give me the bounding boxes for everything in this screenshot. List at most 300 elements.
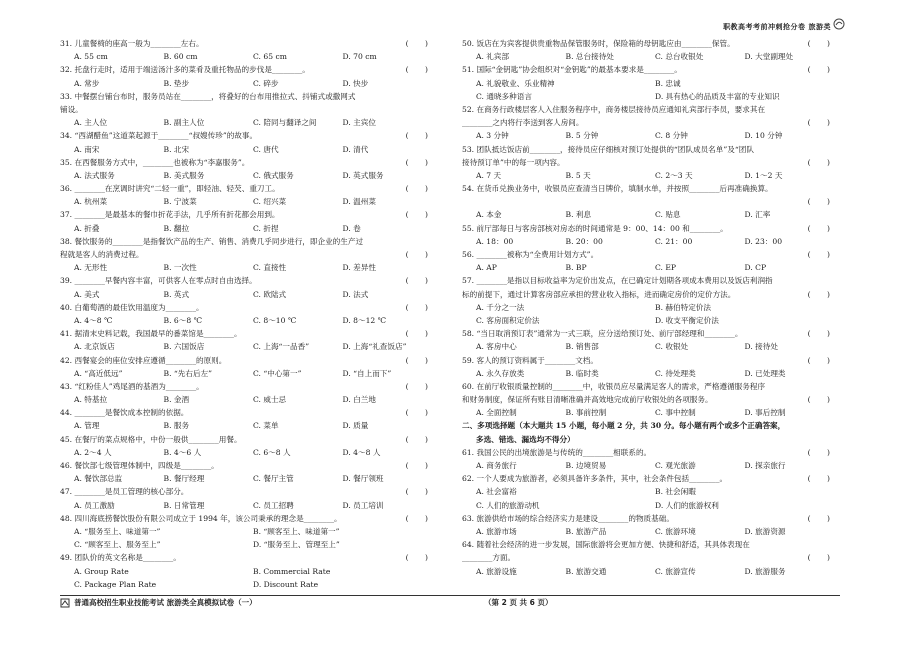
option-item: B. 5 天 xyxy=(565,170,591,180)
option-item: C. EP xyxy=(655,263,677,273)
question-line xyxy=(462,472,834,485)
option-item: B. 服务 xyxy=(163,421,190,431)
option-item: B. 六国饭店 xyxy=(163,342,205,352)
question-text: 47. ________是员工管理的核心部分。 xyxy=(60,487,189,497)
option-item: B. 6～8 ℃ xyxy=(163,315,203,325)
option-item: A. 2～4 人 xyxy=(74,447,112,457)
answer-blank: ( ) xyxy=(807,39,830,48)
question-text: 铺设。 xyxy=(60,104,83,114)
question-line xyxy=(462,512,834,525)
question-text: 52. 在商务行政楼层客人入住服务程序中，商务楼层接待员应通知礼宾部行李员，要求其在 xyxy=(462,104,766,114)
option-item: A. 管理 xyxy=(74,421,100,431)
option-item: A. 北京饭店 xyxy=(74,342,115,352)
option-item: D. 餐厅领班 xyxy=(342,474,384,484)
option-item: C. 待处理类 xyxy=(655,368,696,378)
option-item: D. 70 cm xyxy=(342,52,377,62)
question-text: 39. ________早餐内容丰富，可供客人在零点时自由选择。 xyxy=(60,276,257,286)
options-row xyxy=(462,208,834,221)
question-line xyxy=(462,551,834,564)
option-item: D. 差异性 xyxy=(342,263,376,273)
option-item: C. 事中控制 xyxy=(655,408,696,418)
option-item: C. 观光旅游 xyxy=(655,461,696,470)
answer-blank: ( ) xyxy=(807,355,830,365)
option-item: D. 白兰地 xyxy=(342,395,376,405)
answer-blank: ( ) xyxy=(405,381,428,391)
option-item: A. 礼宾部 xyxy=(476,52,510,62)
option-item: C. 人们的旅游动机 xyxy=(476,500,540,510)
answer-blank: ( ) xyxy=(807,65,830,75)
question-text: 程就是客人的消费过程。 xyxy=(60,250,144,259)
answer-blank: ( ) xyxy=(807,118,830,128)
answer-blank: ( ) xyxy=(405,276,428,286)
question-text: 43. “红粉佳人”鸡尾酒的基酒为________。 xyxy=(60,381,204,391)
answer-blank: ( ) xyxy=(405,39,428,48)
question-line xyxy=(60,380,432,393)
option-item: B. 总台接待处 xyxy=(565,52,614,62)
answer-blank: ( ) xyxy=(807,395,830,405)
option-item: C. 6～8 人 xyxy=(253,447,291,457)
option-item: B. 垫步 xyxy=(163,78,190,88)
option-item: D. 已处理类 xyxy=(744,368,786,378)
option-item: B. 忠诚 xyxy=(655,78,681,88)
question-line xyxy=(60,459,432,472)
option-item: A. 4～8 ℃ xyxy=(74,315,113,325)
option-item: B. 5 分钟 xyxy=(565,131,599,141)
option-item: B. 边境贸易 xyxy=(565,461,607,470)
option-item: D. 上海“礼查饭店” xyxy=(342,342,407,352)
option-item: A. 杭州菜 xyxy=(74,197,108,207)
question-text: 56. ________被称为“全费用计划方式”。 xyxy=(462,250,599,259)
option-item: A. 旅游市场 xyxy=(476,526,517,536)
right-column xyxy=(462,37,834,578)
answer-blank: ( ) xyxy=(807,157,830,167)
options-row xyxy=(60,367,432,380)
question-text: 和财务制度，保证所有账目清晰准确并高效地完成前厅收银处的各项服务。 xyxy=(462,395,713,405)
option-item: B. 社会闲暇 xyxy=(655,487,696,497)
question-line xyxy=(60,327,432,340)
option-item: D. 快步 xyxy=(342,78,369,88)
option-item: D. 法式 xyxy=(342,289,369,299)
option-item: A. 折叠 xyxy=(74,223,100,233)
options-row xyxy=(60,393,432,406)
question-line xyxy=(462,182,834,195)
answer-blank: ( ) xyxy=(405,210,428,220)
answer-blank: ( ) xyxy=(807,447,830,457)
option-item: D. 汇率 xyxy=(744,210,771,220)
option-item: B. 宁波菜 xyxy=(163,197,197,207)
question-line xyxy=(462,156,834,169)
option-item: C. 直接性 xyxy=(253,263,287,273)
question-text: 41. 据清末史料记载，我国最早的番菜馆是________。 xyxy=(60,329,242,339)
options-row xyxy=(462,367,834,380)
answer-blank: ( ) xyxy=(405,553,428,563)
option-item: C. 总台收银处 xyxy=(655,52,704,62)
question-line xyxy=(60,63,432,76)
option-item: A. 本金 xyxy=(476,210,502,220)
option-item: A. 商务旅行 xyxy=(476,461,517,470)
question-text: 62. 一个人要成为旅游者，必须具备许多条件，其中，社会条件包括________。 xyxy=(462,474,728,484)
question-text: 60. 在前厅收银质量控制的________中，收银员应尽量满足客人的需求，严格遵循服务程序 xyxy=(462,381,766,391)
question-text: 49. 团队价的英文名称是________。 xyxy=(60,553,181,563)
option-item: C. 2～3 天 xyxy=(655,170,693,180)
options-row xyxy=(60,288,432,301)
answer-blank: ( ) xyxy=(405,434,428,444)
options-row xyxy=(60,472,432,485)
question-text: 58. “当日取消预订表”通常为一式三联，应分送给预订处、前厅部经理和________。 xyxy=(462,329,743,339)
question-text: 53. 团队抵达饭店前________，接待员应仔细核对预订处提供的“团队成员名单”及“团队 xyxy=(462,144,754,154)
option-item: C. 客房面积定价法 xyxy=(476,315,540,325)
question-line xyxy=(462,274,834,287)
answer-blank: ( ) xyxy=(405,157,428,167)
option-item: A. 永久存放类 xyxy=(476,368,525,378)
option-item: B. 赫伯特定价法 xyxy=(655,302,711,312)
option-item: C. 65 cm xyxy=(253,52,287,62)
brand-logo-icon xyxy=(833,18,845,30)
question-line xyxy=(60,248,432,261)
question-text: 48. 四川海底捞餐饮股份有限公司成立于 1994 年，该公司秉承的理念是________。 xyxy=(60,513,342,523)
section-heading xyxy=(462,419,834,432)
question-text: 59. 客人的预订资料属于________文档。 xyxy=(462,355,598,365)
option-item: B. 翻拉 xyxy=(163,223,190,233)
options-row xyxy=(60,340,432,353)
options-row xyxy=(60,195,432,208)
question-line xyxy=(60,433,432,446)
option-item: C. 通晓多种语言 xyxy=(476,91,532,101)
option-item: C. 菜单 xyxy=(253,421,279,431)
options-row xyxy=(60,222,432,235)
options-row xyxy=(462,169,834,182)
question-line xyxy=(462,248,834,261)
option-item: B. 事前控制 xyxy=(565,408,607,418)
option-item: B. 北宋 xyxy=(163,144,190,154)
option-item: B. 一次性 xyxy=(163,263,197,273)
option-item: C. 上海“一品香” xyxy=(253,342,310,352)
option-item: C. 折捏 xyxy=(253,223,279,233)
question-line xyxy=(462,63,834,76)
question-line xyxy=(60,235,432,248)
question-text: 44. ________是餐饮成本控制的依据。 xyxy=(60,408,189,418)
options-row xyxy=(462,301,834,314)
question-text: 42. 西餐宴会的座位安排应遵循________的原则。 xyxy=(60,355,227,365)
question-text: 34. “西湖醋鱼”这道菜起源于________“叔嫂传珍”的故事。 xyxy=(60,131,258,141)
option-item: D. “服务至上、管理至上” xyxy=(253,540,340,550)
option-item: D. 4～8 人 xyxy=(342,447,381,457)
answer-blank: ( ) xyxy=(807,474,830,484)
section-heading-text: 二、多项选择题（本大题共 15 小题，每小题 2 分，共 30 分。每小题有两个或多个正确答案， xyxy=(462,421,786,431)
question-text: 63. 旅游供给市场的综合经济实力是建设________的物质基础。 xyxy=(462,513,674,523)
options-row xyxy=(60,143,432,156)
option-item: C. 陪同与翻译之间 xyxy=(253,118,317,128)
answer-blank: ( ) xyxy=(405,408,428,418)
options-row xyxy=(462,235,834,248)
option-item: B. 临时类 xyxy=(565,368,599,378)
options-row xyxy=(462,90,834,103)
question-line xyxy=(462,116,834,129)
option-item: C. 唐代 xyxy=(253,144,279,154)
section-heading-text: 多选、错选、漏选均不得分） xyxy=(476,434,575,444)
question-line xyxy=(60,551,432,564)
question-text: 46. 餐饮部七级管理体制中，四级是________。 xyxy=(60,461,219,470)
option-item: D. Discount Rate xyxy=(253,579,319,589)
option-item: D. 8～12 ℃ xyxy=(342,315,387,325)
option-item: A. 55 cm xyxy=(74,52,108,62)
exam-title: 普通高校招生职业技能考试 旅游类全真模拟试卷（一） xyxy=(74,598,257,607)
question-line xyxy=(60,512,432,525)
option-item: C. 绍兴菜 xyxy=(253,197,287,207)
options-row xyxy=(462,565,834,578)
option-item: D. CP xyxy=(744,263,767,273)
option-item: B. “顾客至上、味道第一” xyxy=(253,526,340,536)
question-line xyxy=(60,274,432,287)
option-item: A. 法式服务 xyxy=(74,170,115,180)
options-row xyxy=(60,578,432,591)
section-heading xyxy=(462,433,834,446)
option-item: B. 4～6 人 xyxy=(163,447,202,457)
option-item: D. 质量 xyxy=(342,421,369,431)
option-item: A. 旅游设施 xyxy=(476,566,517,576)
option-item: C. 欧陆式 xyxy=(253,289,287,299)
question-text: 38. 餐饮服务的________是指餐饮产品的生产、销售、消费几乎同步进行，即企业的生产过 xyxy=(60,236,364,246)
option-item: B. 副主人位 xyxy=(163,118,205,128)
question-line xyxy=(60,156,432,169)
option-item: D. 人们的旅游权利 xyxy=(655,500,719,510)
option-item: A. Group Rate xyxy=(74,566,129,576)
options-row xyxy=(462,406,834,419)
option-item: D. 员工培训 xyxy=(342,500,384,510)
options-row xyxy=(462,261,834,274)
option-item: A. 主人位 xyxy=(74,118,108,128)
options-row xyxy=(60,77,432,90)
option-item: B. 20：00 xyxy=(565,236,603,246)
options-row xyxy=(60,116,432,129)
option-item: A. 无形性 xyxy=(74,263,108,273)
options-row xyxy=(462,525,834,538)
option-item: B. 旅游产品 xyxy=(565,526,607,536)
options-row xyxy=(60,314,432,327)
answer-blank: ( ) xyxy=(405,184,428,194)
option-item: D. 旅游资源 xyxy=(744,526,786,536)
question-line xyxy=(60,208,432,221)
option-item: B. 金酒 xyxy=(163,395,190,405)
option-item: C. 8 分钟 xyxy=(655,131,688,141)
question-text: 51. 国际“金钥匙”协会组织对“金钥匙”的最基本要求是________。 xyxy=(462,65,682,75)
question-line xyxy=(462,446,834,459)
option-item: D. “自上而下” xyxy=(342,368,392,378)
question-line xyxy=(462,195,834,208)
option-item: B. 旅游交通 xyxy=(565,566,607,576)
option-item: B. 餐厅经理 xyxy=(163,474,205,484)
answer-blank: ( ) xyxy=(405,461,428,470)
question-text: 57. ________是指以目标收益率为定价出发点，在已确定计划期各项成本费用以及饭店利润指 xyxy=(462,276,773,286)
question-line xyxy=(462,143,834,156)
question-text: 37. ________是最基本的餐巾折花手法，几乎所有折花都会用到。 xyxy=(60,210,280,220)
option-item: D. 大堂副理处 xyxy=(744,52,794,62)
option-item: A. “高近低远” xyxy=(74,368,123,378)
option-item: A. 南宋 xyxy=(74,144,100,154)
question-line xyxy=(60,103,432,116)
answer-blank: ( ) xyxy=(405,302,428,312)
answer-blank: ( ) xyxy=(807,250,830,259)
option-item: C. 旅游环境 xyxy=(655,526,696,536)
option-item: B. 日常管理 xyxy=(163,500,205,510)
question-text: ________方面。 xyxy=(462,553,516,563)
options-row xyxy=(60,525,432,538)
option-item: A. 千分之一法 xyxy=(476,302,525,312)
options-row xyxy=(60,261,432,274)
answer-blank: ( ) xyxy=(405,329,428,339)
question-line xyxy=(60,90,432,103)
option-item: B. 美式服务 xyxy=(163,170,205,180)
question-line xyxy=(462,288,834,301)
option-item: D. 探亲旅行 xyxy=(744,461,786,470)
question-text: 50. 饭店在为宾客提供贵重物品保管服务时，保险箱的母钥匙应由________保管。 xyxy=(462,39,735,48)
option-item: D. 主宾位 xyxy=(342,118,376,128)
question-text: 40. 白葡萄酒的最佳饮用温度为________。 xyxy=(60,302,204,312)
option-item: C. 威士忌 xyxy=(253,395,287,405)
option-item: C. 8～10 ℃ xyxy=(253,315,297,325)
option-item: D. 事后控制 xyxy=(744,408,786,418)
option-item: A. 社会富裕 xyxy=(476,487,517,497)
answer-blank: ( ) xyxy=(807,289,830,299)
answer-blank: ( ) xyxy=(807,513,830,523)
answer-blank: ( ) xyxy=(405,487,428,497)
option-item: A. 员工激励 xyxy=(74,500,115,510)
question-text: 33. 中餐摆台铺台布时，服务员站在________，将叠好的台布用推拉式、抖铺式或撒网式 xyxy=(60,91,356,101)
option-item: D. 收支平衡定价法 xyxy=(655,315,719,325)
options-row xyxy=(60,50,432,63)
option-item: A. 全面控制 xyxy=(476,408,517,418)
question-line xyxy=(462,37,834,50)
option-item: C. 俄式服务 xyxy=(253,170,294,180)
question-text: 36. ________在烹调时讲究“二轻一重”，即轻油、轻芡、重刀工。 xyxy=(60,184,280,194)
answer-blank: ( ) xyxy=(807,197,830,207)
question-line xyxy=(462,222,834,235)
question-line xyxy=(462,354,834,367)
option-item: C. 贴息 xyxy=(655,210,681,220)
options-row xyxy=(60,538,432,551)
options-row xyxy=(462,50,834,63)
question-text: 35. 在西餐服务方式中，________也被称为“李嘉服务”。 xyxy=(60,157,250,167)
option-item: D. 1～2 天 xyxy=(744,170,783,180)
question-text: 接待预订单”中的每一项内容。 xyxy=(462,157,565,167)
option-item: A. 礼貌敬业、乐业精神 xyxy=(476,78,555,88)
answer-blank: ( ) xyxy=(807,223,830,233)
question-line xyxy=(60,182,432,195)
options-row xyxy=(462,314,834,327)
options-row xyxy=(462,77,834,90)
question-text: 61. 我国公民的出境旅游是与传统的________相联系的。 xyxy=(462,447,652,457)
header-brand: 职教高考考前冲刺抢分卷 旅游类 xyxy=(723,23,831,31)
left-column xyxy=(60,37,432,591)
option-item: D. 接待处 xyxy=(744,342,778,352)
option-item: C. “中心第一” xyxy=(253,368,302,378)
option-item: D. 10 分钟 xyxy=(744,131,783,141)
question-line xyxy=(462,103,834,116)
options-row xyxy=(60,169,432,182)
answer-blank: ( ) xyxy=(405,250,428,259)
option-item: D. 23：00 xyxy=(744,236,783,246)
question-line xyxy=(60,37,432,50)
option-item: A. 美式 xyxy=(74,289,100,299)
option-item: A. 18：00 xyxy=(476,236,514,246)
question-line xyxy=(60,354,432,367)
option-item: C. 餐厅主管 xyxy=(253,474,294,484)
option-item: C. 碎步 xyxy=(253,78,279,88)
option-item: C. Package Plan Rate xyxy=(74,579,157,589)
option-item: C. 旅游宣传 xyxy=(655,566,696,576)
answer-blank: ( ) xyxy=(807,329,830,339)
option-item: C. “顾客至上、服务至上” xyxy=(74,540,161,550)
question-line xyxy=(60,485,432,498)
answer-blank: ( ) xyxy=(405,355,428,365)
option-item: B. “先右后左” xyxy=(163,368,213,378)
option-item: C. 员工招聘 xyxy=(253,500,294,510)
question-line xyxy=(60,406,432,419)
answer-blank: ( ) xyxy=(405,131,428,141)
option-item: A. 3 分钟 xyxy=(476,131,509,141)
question-line xyxy=(462,538,834,551)
exam-logo-icon xyxy=(60,598,70,608)
page-number: （第 2 页 共 6 页） xyxy=(484,598,553,607)
option-item: B. BP xyxy=(565,263,587,273)
option-item: B. 利息 xyxy=(565,210,592,220)
question-text: 31. 儿童餐椅的座高一般为________左右。 xyxy=(60,39,204,48)
question-line xyxy=(462,393,834,406)
options-row xyxy=(462,485,834,498)
question-line xyxy=(60,129,432,142)
option-item: D. 温州菜 xyxy=(342,197,376,207)
options-row xyxy=(462,340,834,353)
options-row xyxy=(462,499,834,512)
question-text: 32. 托盘行走时，适用于端送汤汁多的菜肴及重托物品的步伐是________。 xyxy=(60,65,310,75)
question-line xyxy=(462,380,834,393)
option-item: D. 旅游服务 xyxy=(744,566,786,576)
option-item: A. 餐饮部总监 xyxy=(74,474,123,484)
option-item: D. 具有热心的品质及丰富的专业知识 xyxy=(655,91,780,101)
answer-blank: ( ) xyxy=(807,553,830,563)
question-text: 标的前提下，通过计算客房部应承担的营业收入指标，进而确定房价的定价方法。 xyxy=(462,289,736,299)
option-item: D. 英式服务 xyxy=(342,170,384,180)
options-row xyxy=(462,459,834,472)
option-item: B. Commercial Rate xyxy=(253,566,331,576)
option-item: D. 清代 xyxy=(342,144,369,154)
option-item: C. 收银处 xyxy=(655,342,689,352)
answer-blank: ( ) xyxy=(405,65,428,75)
question-text: 55. 前厅部每日与客房部核对房态的时间通常是 9：00、14：00 和________。 xyxy=(462,223,728,233)
options-row xyxy=(60,446,432,459)
page-footer xyxy=(60,595,840,610)
answer-blank: ( ) xyxy=(405,513,428,523)
option-item: B. 英式 xyxy=(163,289,190,299)
options-row xyxy=(60,499,432,512)
question-text: 45. 在餐厅的菜点规格中，中份一般供________用餐。 xyxy=(60,434,242,444)
option-item: A. “服务至上、味道第一” xyxy=(74,526,161,536)
question-line xyxy=(60,301,432,314)
option-item: D. 卷 xyxy=(342,223,361,233)
option-item: A. 特基拉 xyxy=(74,395,108,405)
option-item: B. 60 cm xyxy=(163,52,198,62)
option-item: A. 常步 xyxy=(74,78,100,88)
question-line xyxy=(462,327,834,340)
options-row xyxy=(60,419,432,432)
option-item: A. 客房中心 xyxy=(476,342,517,352)
option-item: B. 销售部 xyxy=(565,342,599,352)
question-text: 64. 随着社会经济的进一步发展，国际旅游将会更加方便、快捷和舒适，其具体表现在 xyxy=(462,540,750,550)
option-item: C. 21：00 xyxy=(655,236,693,246)
question-text: ________之内将行李送到客人房间。 xyxy=(462,118,584,128)
options-row xyxy=(60,565,432,578)
option-item: A. AP xyxy=(476,263,497,273)
